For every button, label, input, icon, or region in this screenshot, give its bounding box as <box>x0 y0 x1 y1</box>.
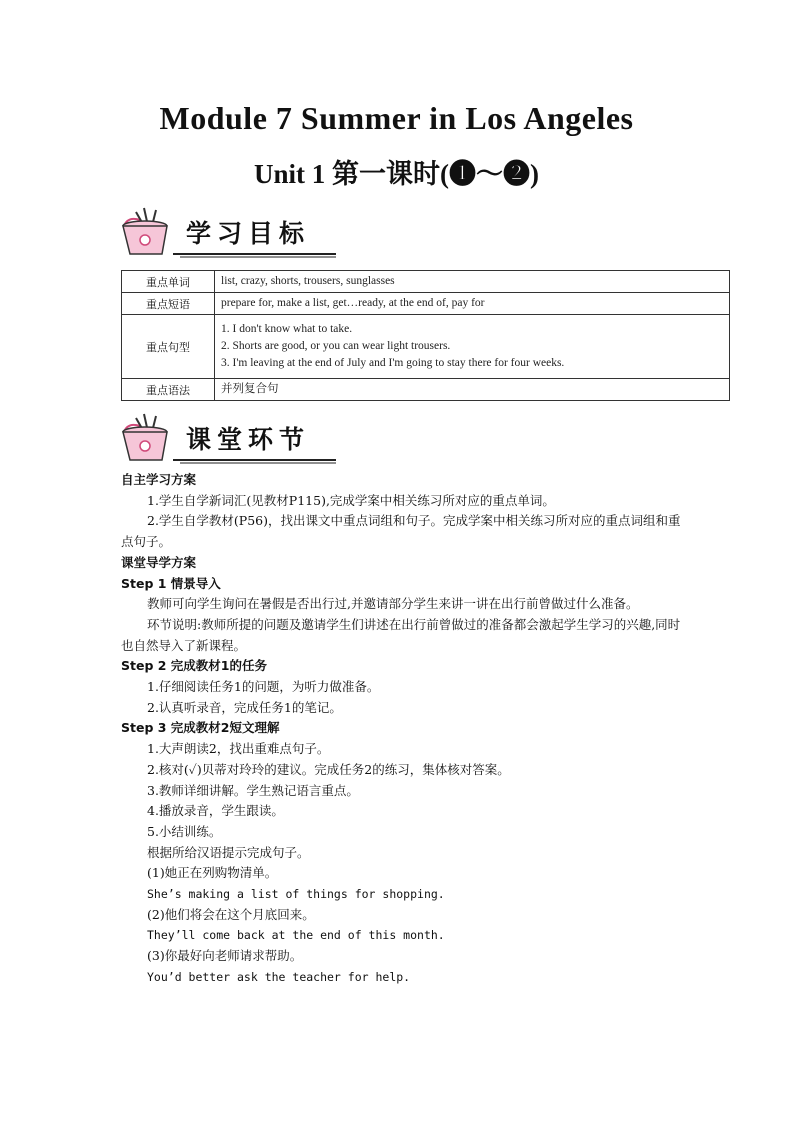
exercise-intro: 根据所给汉语提示完成句子。 <box>147 844 310 860</box>
step-heading: Step 3 完成教材2短文理解 <box>121 720 280 736</box>
exercise-answer: They’ll come back at the end of this month. <box>147 928 445 943</box>
table-row <box>122 293 730 315</box>
table-row <box>122 271 730 293</box>
list-item: 2.认真听录音，完成任务1的笔记。 <box>147 699 342 715</box>
paragraph: 环节说明:教师所提的问题及邀请学生们讲述在出行前曾做过的准备都会激起学生学习的兴趣,同时也自然导入了新课程。 <box>121 616 681 653</box>
row-value: 1. I don't know what to take. 2. Shorts are good, or you can wear light trousers. 3. I'm leaving at the end of July and I'm going to stay there for four weeks. <box>215 315 730 379</box>
step-heading: Step 1 情景导入 <box>121 575 221 591</box>
row-label: 重点语法 <box>122 379 215 401</box>
paragraph: 2.学生自学教材(P56)，找出课文中重点词组和句子。完成学案中相关练习所对应的重点词组和重点句子。 <box>121 513 681 550</box>
paragraph: 1.学生自学新词汇(见教材P115),完成学案中相关练习所对应的重点单词。 <box>147 492 555 508</box>
row-value: 并列复合句 <box>215 379 730 401</box>
banner-objectives-label: 学习目标 <box>186 219 311 248</box>
banner-classroom-label: 课堂环节 <box>186 425 311 454</box>
banner-classroom <box>118 410 340 466</box>
row-label: 重点句型 <box>122 315 215 379</box>
list-item: 3.教师详细讲解。学生熟记语言重点。 <box>147 782 359 798</box>
list-item: 4.播放录音，学生跟读。 <box>147 803 284 819</box>
row-value: prepare for, make a list, get…ready, at the end of, pay for <box>215 293 730 315</box>
exercise-prompt: (3)你最好向老师请求帮助。 <box>147 948 303 964</box>
banner-objectives <box>118 204 340 260</box>
table-row <box>122 315 730 379</box>
row-label: 重点单词 <box>122 271 215 293</box>
objectives-table <box>121 270 730 401</box>
row-value: list, crazy, shorts, trousers, sunglasses <box>215 271 730 293</box>
exercise-answer: She’s making a list of things for shopping. <box>147 887 445 902</box>
list-item: 1.仔细阅读任务1的问题，为听力做准备。 <box>147 679 380 695</box>
row-label: 重点短语 <box>122 293 215 315</box>
exercise-prompt: (1)她正在列购物清单。 <box>147 865 278 881</box>
table-row <box>122 379 730 401</box>
list-item: 5.小结训练。 <box>147 823 222 839</box>
section-heading: 自主学习方案 <box>121 472 197 487</box>
exercise-prompt: (2)他们将会在这个月底回来。 <box>147 906 315 922</box>
list-item: 2.核对(✓)贝蒂对玲玲的建议。完成任务2的练习，集体核对答案。 <box>147 761 510 777</box>
step-heading: Step 2 完成教材1的任务 <box>121 658 268 674</box>
page-title-unit: Unit 1 第一课时(❶～❷) <box>254 159 539 189</box>
exercise-answer: You’d better ask the teacher for help. <box>147 969 411 984</box>
section-heading: 课堂导学方案 <box>121 554 197 570</box>
lesson-content <box>121 470 686 988</box>
paragraph: 教师可向学生询问在暑假是否出行过,并邀请部分学生来讲一讲在出行前曾做过什么准备。 <box>147 596 639 612</box>
page-title-module: Module 7 Summer in Los Angeles <box>159 100 634 136</box>
list-item: 1.大声朗读2，找出重难点句子。 <box>147 741 330 757</box>
